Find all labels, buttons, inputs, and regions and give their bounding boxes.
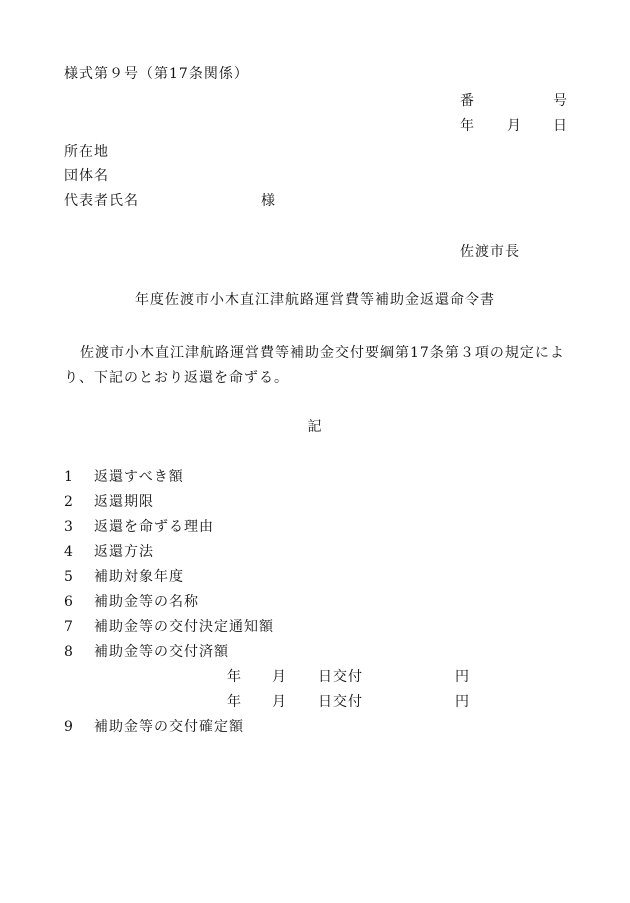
payment-year: 年 [227, 694, 242, 710]
item-number: 9 [64, 719, 74, 735]
payment-yen: 円 [455, 694, 470, 710]
ki-heading: 記 [307, 419, 323, 435]
item-number: 1 [64, 469, 74, 485]
address-label: 所在地 [64, 144, 109, 160]
item-number: 7 [64, 619, 74, 635]
item-number: 3 [64, 519, 74, 535]
payment-yen: 円 [455, 669, 470, 685]
document-title: 年度佐渡市小木直江津航路運営費等補助金返還命令書 [135, 292, 495, 308]
representative-label: 代表者氏名 [64, 193, 139, 209]
payment-day: 日交付 [318, 669, 363, 685]
date-year: 年 [460, 118, 475, 134]
item-label: 返還を命ずる理由 [94, 519, 214, 535]
payment-month: 月 [272, 669, 287, 685]
item-number: 2 [64, 494, 74, 510]
honorific: 様 [261, 193, 276, 209]
item-label: 返還方法 [94, 544, 154, 560]
body-line-2: り、下記のとおり返還を命ずる。 [64, 370, 289, 386]
body-line-1: 佐渡市小木直江津航路運営費等補助金交付要綱第17条第３項の規定によ [80, 345, 565, 361]
item-label: 補助金等の交付決定通知額 [94, 619, 274, 635]
number-label: 番 [460, 93, 475, 109]
date-month: 月 [507, 118, 522, 134]
payment-day: 日交付 [318, 694, 363, 710]
item-label: 補助金等の名称 [94, 594, 199, 610]
form-id: 様式第９号（第17条関係） [64, 66, 249, 82]
item-number: 5 [64, 569, 74, 585]
payment-month: 月 [272, 694, 287, 710]
item-number: 6 [64, 594, 74, 610]
payment-year: 年 [227, 669, 242, 685]
item-label: 返還期限 [94, 494, 154, 510]
date-day: 日 [553, 118, 568, 134]
item-number: 4 [64, 544, 74, 560]
item-label: 補助金等の交付済額 [94, 644, 229, 660]
item-number: 8 [64, 644, 74, 660]
item-label: 返還すべき額 [94, 469, 184, 485]
org-label: 団体名 [64, 168, 109, 184]
number-suffix: 号 [553, 93, 568, 109]
issuer: 佐渡市長 [460, 244, 520, 260]
item-label: 補助金等の交付確定額 [94, 719, 244, 735]
item-label: 補助対象年度 [94, 569, 184, 585]
